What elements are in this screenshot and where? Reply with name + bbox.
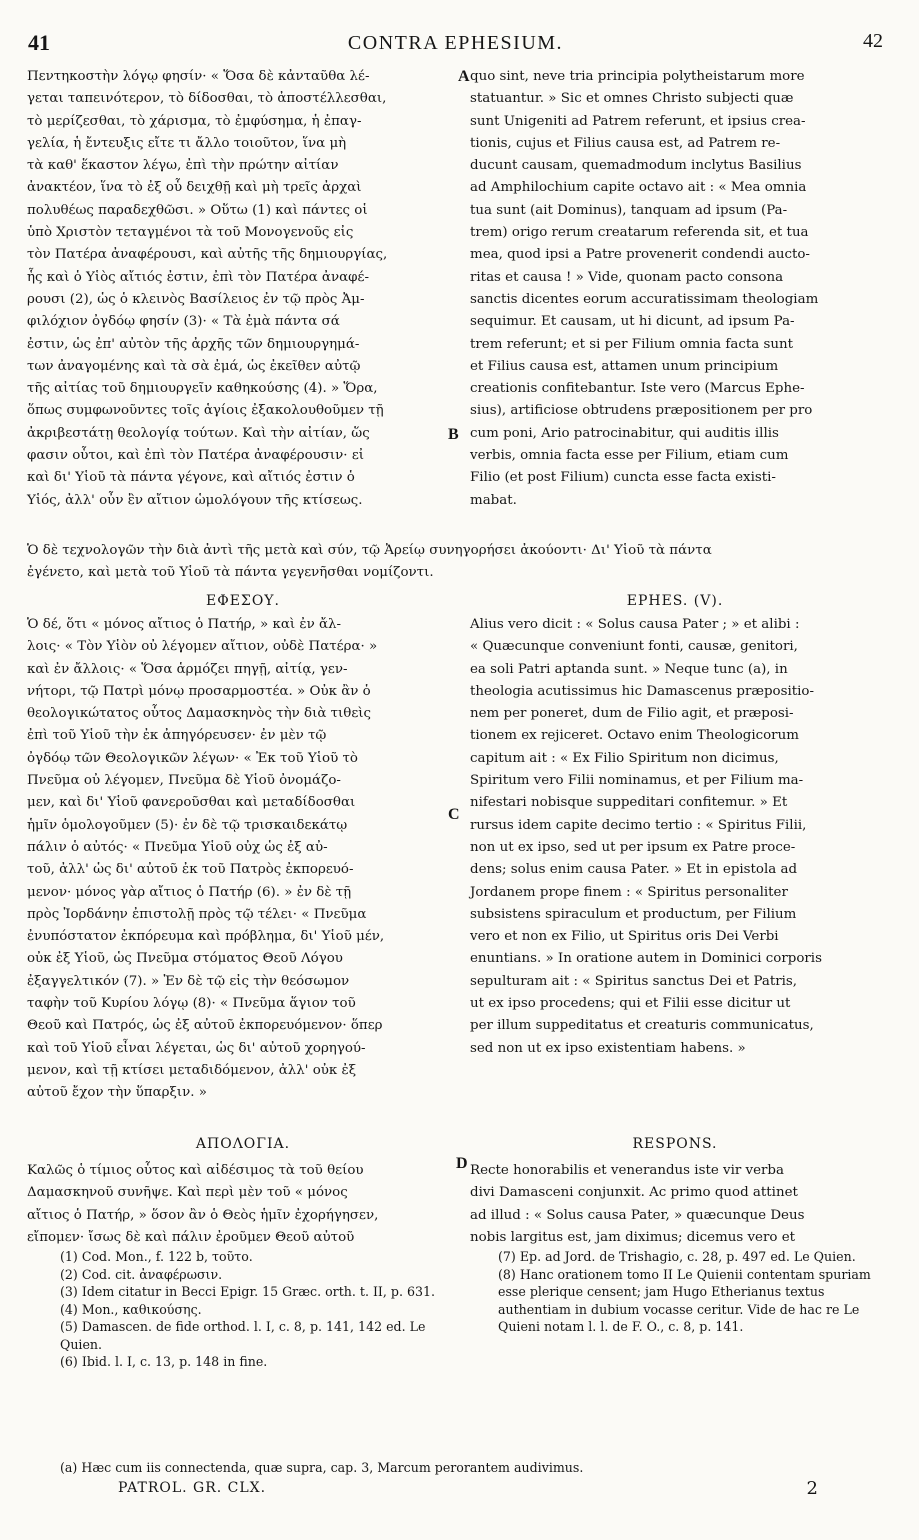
signature-mark: 2: [806, 1478, 818, 1499]
text-line: nifestari nobisque suppeditari confitemur. » Et: [470, 795, 788, 811]
text-line: αὐτοῦ ἔχον τὴν ὕπαρξιν. »: [27, 1085, 207, 1101]
text-line: ἀνακτέον, ἵνα τὸ ἐξ οὗ δειχθῇ καὶ μὴ τρεῖς ἀρχαὶ: [27, 180, 362, 196]
text-line: subsistens spiraculum et productum, per Filium: [470, 906, 797, 922]
text-line: καὶ ἐν ἄλλοις· « Ὅσα ἁρμόζει πηγῇ, αἰτίᾳ, γεν-: [27, 661, 348, 677]
text-line: tua sunt (ait Dominus), tanquam ad ipsum (Pa-: [470, 202, 788, 218]
text-line: ad illud : « Solus causa Pater, » quæcunque Deus: [470, 1207, 805, 1223]
greek-spanning-text: [27, 540, 882, 584]
text-line: dens; solus enim causa Pater. » Et in epistola ad: [470, 862, 798, 878]
footnotes-right: [498, 1248, 888, 1336]
text-line: Ὁ δέ, ὅτι « μόνος αἴτιος ὁ Πατήρ, » καὶ ἐν ἄλ-: [27, 617, 342, 632]
text-line: mabat.: [470, 492, 517, 508]
running-head: CONTRA EPHESIUM.: [347, 32, 564, 54]
text-line: Θεοῦ καὶ Πατρός, ὡς ἐξ αὐτοῦ ἐκπορευόμενον· ὅπερ: [27, 1018, 383, 1034]
text-line: verbis, omnia facta esse per Filium, etiam cum: [470, 448, 789, 464]
text-line: divi Damasceni conjunxit. Ac primo quod attinet: [470, 1185, 798, 1201]
text-line: τὸ μερίζεσθαι, τὸ χάρισμα, τὸ ἐμφύσημα, ἡ ἐπαγ-: [27, 113, 362, 129]
text-line: sunt Unigeniti ad Patrem referunt, et ipsius crea-: [470, 113, 806, 129]
text-line: ὑπὸ Χριστὸν τεταγμένοι τὰ τοῦ Μονογενοῦς εἰς: [27, 225, 354, 241]
latin-column-top: [470, 66, 880, 512]
text-line: τοῦ, ἀλλ' ὡς δι' αὐτοῦ ἐκ τοῦ Πατρὸς ἐκπορευό-: [27, 862, 354, 878]
text-line: trem referunt; et si per Filium omnia facta sunt: [470, 336, 793, 352]
text-line: τῆς αἰτίας τοῦ δημιουργεῖν καθηκούσης (4). » Ὅρα,: [27, 381, 378, 397]
text-line: ὅπως συμφωνοῦντες τοῖς ἁγίοις ἐξακολουθοῦμεν τῇ: [27, 403, 384, 419]
margin-letter-b: B: [448, 426, 459, 443]
text-line: ἡμῖν ὁμολογοῦμεν (5)· ἐν δὲ τῷ τρισκαιδεκάτῳ: [27, 817, 348, 833]
text-line: ταφὴν τοῦ Κυρίου λόγῳ (8)· « Πνεῦμα ἅγιον τοῦ: [27, 996, 356, 1012]
text-line: statuantur. » Sic et omnes Christo subjecti quæ: [470, 91, 794, 107]
text-line: των ἀναγομένης καὶ τὰ σὰ ἐμά, ὡς ἐκεῖθεν αὐτῷ: [27, 358, 361, 374]
text-line: μενον, καὶ τῇ κτίσει μεταδιδόμενον, ἀλλ' οὐκ ἐξ: [27, 1062, 357, 1078]
text-line: ἀκριβεστάτῃ θεολογίᾳ τούτων. Καὶ τὴν αἰτίαν, ὥς: [27, 425, 370, 441]
text-line: γεται ταπεινότερον, τὸ δίδοσθαι, τὸ ἀποστέλλεσθαι,: [27, 91, 387, 107]
margin-letter-d: D: [456, 1155, 468, 1172]
latin-column-ephes: [470, 614, 880, 1060]
text-line: ἐπὶ τοῦ Υἱοῦ τὴν ἐκ ἀπηγόρευσεν· ἐν μὲν τῷ: [27, 728, 327, 744]
text-line: οὐκ ἐξ Υἱοῦ, ὡς Πνεῦμα στόματος Θεοῦ Λόγου: [27, 951, 343, 967]
section-heading-latin-respons: RESPONS.: [632, 1136, 718, 1152]
footnote: (2) Cod. cit. ἀναφέρωσιν.: [60, 1266, 223, 1282]
text-line: per illum suppeditatus et creaturis communicatus,: [470, 1018, 814, 1034]
text-line: enuntians. » In oratione autem in Dominici corporis: [470, 951, 822, 967]
text-line: πολυθέως παραδεχθῶσι. » Οὕτω (1) καὶ πάντες οἱ: [27, 202, 368, 218]
text-line: Υἱός, ἀλλ' οὖν ἓν αἴτιον ὡμολόγουν τῆς κτίσεως.: [27, 492, 363, 508]
text-line: creationis confitebantur. Iste vero (Marcus Ephe-: [470, 381, 805, 397]
page-number-right: 42: [863, 30, 883, 52]
text-line: Δαμασκηνοῦ συνῆψε. Καὶ περὶ μὲν τοῦ « μόνος: [27, 1185, 348, 1201]
text-line: ἧς καὶ ὁ Υἱὸς αἴτιός ἐστιν, ἐπὶ τὸν Πατέρα ἀναφέ-: [27, 269, 369, 285]
margin-letter-a: A: [458, 68, 470, 85]
patrologia-reference: PATROL. GR. CLX.: [118, 1480, 267, 1496]
text-line: trem) origo rerum creatarum referenda sit, et tua: [470, 225, 809, 241]
text-line: Spiritum vero Filii nominamus, et per Filium ma-: [470, 773, 804, 789]
text-line: non ut ex ipso, sed ut per ipsum ex Patre proce-: [470, 839, 796, 855]
text-line: quo sint, neve tria principia polytheistarum more: [470, 69, 805, 84]
text-line: Πνεῦμα οὐ λέγομεν, Πνεῦμα δὲ Υἱοῦ ὀνομάζο-: [27, 773, 341, 789]
text-line: Πεντηκοστὴν λόγῳ φησίν· « Ὅσα δὲ κἀνταῦθα λέ-: [27, 69, 370, 84]
section-heading-greek-apologia: ΑΠΟΛΟΓΙΑ.: [195, 1136, 291, 1152]
text-line: ἐνυπόστατον ἐκπόρευμα καὶ πρόβλημα, δι' Υἱοῦ μέν,: [27, 929, 385, 945]
text-line: rursus idem capite decimo tertio : « Spiritus Filii,: [470, 817, 807, 833]
text-line: ducunt causam, quemadmodum inclytus Basilius: [470, 158, 802, 174]
text-line: tionem ex rejiceret. Octavo enim Theologicorum: [470, 728, 799, 744]
text-line: φασιν οὗτοι, καὶ ἐπὶ τὸν Πατέρα ἀναφέρουσιν· εἰ: [27, 448, 365, 464]
text-line: ea soli Patri aptanda sunt. » Neque tunc (a), in: [470, 661, 788, 677]
greek-column-ephesus: [27, 614, 459, 1105]
latin-column-respons: [470, 1160, 880, 1249]
text-line: Jordanem prope finem : « Spiritus personaliter: [470, 884, 788, 900]
text-line: capitum ait : « Ex Filio Spiritum non dicimus,: [470, 750, 779, 766]
text-line: αἴτιος ὁ Πατήρ, » ὅσον ἂν ὁ Θεὸς ἡμῖν ἐχορήγησεν,: [27, 1207, 379, 1223]
text-line: ρουσι (2), ὡς ὁ κλεινὸς Βασίλειος ἐν τῷ πρὸς Ἀμ-: [27, 291, 365, 307]
text-line: ut ex ipso procedens; qui et Filii esse dicitur ut: [470, 996, 791, 1012]
page-footer: [118, 1480, 818, 1504]
text-line: ἐγένετο, καὶ μετὰ τοῦ Υἱοῦ τὰ πάντα γεγενῆσθαι νομίζοντι.: [27, 565, 434, 580]
text-line: εἴπομεν· ἴσως δὲ καὶ πάλιν ἐροῦμεν Θεοῦ αὐτοῦ: [27, 1229, 355, 1245]
text-line: sepulturam ait : « Spiritus sanctus Dei et Patris,: [470, 973, 798, 989]
text-line: καὶ δι' Υἱοῦ τὰ πάντα γέγονε, καὶ αἴτιός ἐστιν ὁ: [27, 470, 355, 486]
text-line: τὸν Πατέρα ἀναφέρουσι, καὶ αὐτῆς τῆς δημιουργίας,: [27, 247, 388, 263]
text-line: ad Amphilochium capite octavo ait : « Mea omnia: [470, 180, 807, 196]
text-line: vero et non ex Filio, ut Spiritus oris Dei Verbi: [470, 929, 779, 945]
greek-column-apologia: [27, 1160, 459, 1249]
text-line: φιλόχιον ὀγδόῳ φησίν (3)· « Τὰ ἐμὰ πάντα σά: [27, 314, 340, 330]
section-heading-latin-ephes: EPHES. (V).: [626, 593, 724, 609]
footnote: (5) Damascen. de fide orthod. l. I, c. 8, p. 141, 142 ed. Le Quien.: [60, 1319, 426, 1352]
text-line: λοις· « Τὸν Υἱὸν οὐ λέγομεν αἴτιον, οὐδὲ Πατέρα· »: [27, 639, 378, 655]
text-line: Ὁ δὲ τεχνολογῶν τὴν διὰ ἀντὶ τῆς μετὰ καὶ σύν, τῷ Ἀρείῳ συνηγορήσει ἀκούοντι· Δι' Υἱοῦ τὰ πάντα: [27, 543, 712, 558]
text-line: καὶ τοῦ Υἱοῦ εἶναι λέγεται, ὡς δι' αὐτοῦ χορηγού-: [27, 1040, 366, 1056]
section-heading-greek-ephesus: ΕΦΕΣΟΥ.: [206, 593, 280, 609]
margin-letter-c: C: [448, 806, 460, 823]
footnote: (3) Idem citatur in Becci Epigr. 15 Græc. orth. t. II, p. 631.: [60, 1284, 436, 1299]
text-line: sequimur. Et causam, ut hi dicunt, ad ipsum Pa-: [470, 314, 795, 330]
text-line: ὀγδόῳ τῶν Θεολογικῶν λέγων· « Ἐκ τοῦ Υἱοῦ τὸ: [27, 750, 358, 766]
footnote: (1) Cod. Mon., f. 122 b, τοῦτο.: [60, 1249, 253, 1264]
text-line: Καλῶς ὁ τίμιος οὗτος καὶ αἰδέσιμος τὰ τοῦ θείου: [27, 1163, 364, 1178]
text-line: τὰ καθ' ἕκαστον λέγω, ἐπὶ τὴν πρώτην αἰτίαν: [27, 158, 339, 174]
footnotes-left: [60, 1248, 450, 1371]
text-line: ἐστιν, ὡς ἐπ' αὐτὸν τῆς ἀρχῆς τῶν δημιουργημά-: [27, 336, 360, 352]
text-line: πάλιν ὁ αὐτός· « Πνεῦμα Υἱοῦ οὐχ ὡς ἐξ αὐ-: [27, 839, 328, 855]
text-line: « Quæcunque conveniunt fonti, causæ, genitori,: [470, 639, 798, 655]
greek-column-top: [27, 66, 459, 512]
text-line: tionis, cujus et Filius causa est, ad Patrem re-: [470, 135, 781, 151]
text-line: ritas et causa ! » Vide, quonam pacto consona: [470, 269, 784, 285]
text-line: ἐξαγγελτικόν (7). » Ἐν δὲ τῷ εἰς τὴν θεόσωμον: [27, 973, 350, 989]
text-line: nem per poneret, dum de Filio agit, et præposi-: [470, 706, 794, 722]
text-line: cum poni, Ario patrocinabitur, qui auditis illis: [470, 425, 779, 441]
text-line: πρὸς Ἰορδάνην ἐπιστολῇ πρὸς τῷ τέλει· « Πνεῦμα: [27, 906, 367, 922]
footnote: (4) Mon., καθικούσης.: [60, 1301, 202, 1317]
text-line: μεν, καὶ δι' Υἱοῦ φανεροῦσθαι καὶ μεταδίδοσθαι: [27, 795, 356, 811]
text-line: theologia acutissimus hic Damascenus præpositio-: [470, 683, 815, 699]
text-line: mea, quod ipsi a Patre provenerit condendi aucto-: [470, 247, 810, 263]
text-line: νήτορι, τῷ Πατρὶ μόνῳ προσαρμοστέα. » Οὐκ ἂν ὁ: [27, 683, 371, 699]
text-line: nobis largitus est, jam diximus; dicemus vero et: [470, 1229, 795, 1245]
footnote: (7) Ep. ad Jord. de Trishagio, c. 28, p. 497 ed. Le Quien.: [498, 1249, 856, 1264]
text-line: sed non ut ex ipso existentiam habens. »: [470, 1040, 746, 1056]
text-line: Alius vero dicit : « Solus causa Pater ; » et alibi :: [470, 617, 800, 632]
text-line: Filio (et post Filium) cuncta esse facta existi-: [470, 470, 776, 486]
footnote: (8) Hanc orationem tomo II Le Quienii contentam spuriam esse plerique censent; jam Hugo Etherianus textus authentiam in dubium vocasse ceritur. Vide de hac re Le Quieni notam l. l. de F. O., c. 8, p. 141.: [498, 1266, 871, 1334]
text-line: sius), artificiose obtrudens præpositionem per pro: [470, 403, 813, 419]
text-line: et Filius causa est, attamen unum principium: [470, 358, 779, 374]
text-line: sanctis dicentes eorum accuratissimam theologiam: [470, 291, 819, 307]
text-line: γελία, ἡ ἔντευξις εἴτε τι ἄλλο τοιοῦτον, ἵνα μὴ: [27, 135, 347, 151]
text-line: μενον· μόνος γὰρ αἴτιος ὁ Πατήρ (6). » ἐν δὲ τῇ: [27, 884, 352, 900]
page-header: [28, 30, 883, 60]
text-line: Recte honorabilis et venerandus iste vir verba: [470, 1163, 784, 1178]
footnote: (6) Ibid. l. I, c. 13, p. 148 in fine.: [60, 1354, 268, 1369]
footnote-a: (a) Hæc cum iis connectenda, quæ supra, cap. 3, Marcum perorantem audivimus.: [60, 1460, 584, 1475]
page-number-left: 41: [28, 30, 50, 55]
text-line: θεολογικώτατος οὗτος Δαμασκηνὸς τὴν διὰ τιθεὶς: [27, 706, 372, 722]
